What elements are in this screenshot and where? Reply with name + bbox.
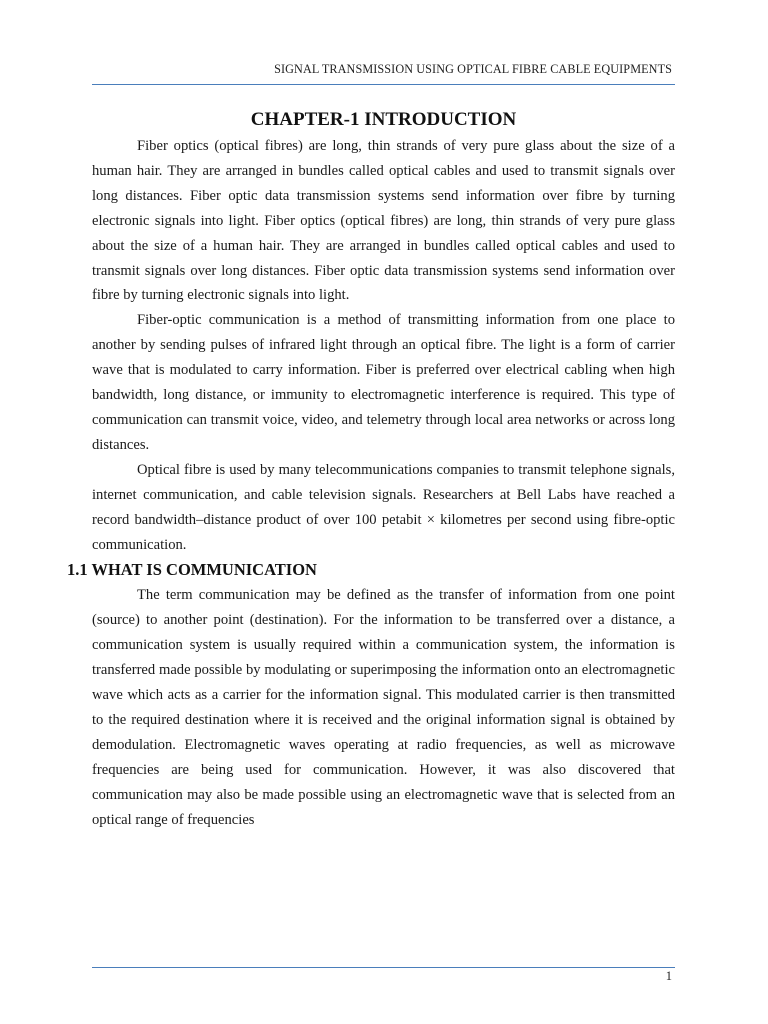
intro-paragraph-2: Fiber-optic communication is a method of transmitting information from one place to another by sending pulses of infrared light through an optical fibre. The light is a form of carrier wave that is modulated to carry information. Fiber is preferred over electrical cabling when high bandwidth, long distance, or immunity to electromagnetic interference is required. This type of communication can transmit voice, video, and telemetry through local area networks or across long distances. <box>92 312 675 453</box>
section-paragraph: The term communication may be defined as the transfer of information from one point (source) to another point (destination). For the information to be transferred over a distance, a communication system is usually required within a communication system, the information is transferred made possible by modulating or superimposing the information onto an electromagnetic wave which acts as a carrier for the information signal. This modulated carrier is then transmitted to the required destination where it is received and the original information signal is obtained by demodulation. Electromagnetic waves operating at radio frequencies, as well as microwave frequencies are being used for communication. However, it was also discovered that communication may also be made possible using an electromagnetic wave that is selected from an optical range of frequencies <box>92 587 675 828</box>
intro-paragraph-1: Fiber optics (optical fibres) are long, thin strands of very pure glass about the size of a human hair. They are arranged in bundles called optical cables and used to transmit signals over long distances. Fiber optic data transmission systems send information over fibre by turning electronic signals into light. Fiber optics (optical fibres) are long, thin strands of very pure glass about the size of a human hair. They are arranged in bundles called optical cables and used to transmit signals over long distances. Fiber optic data transmission systems send information over fibre by turning electronic signals into light. <box>92 138 675 304</box>
header-rule <box>92 84 675 85</box>
chapter-title: CHAPTER-1 INTRODUCTION <box>250 109 517 130</box>
page-content <box>67 106 675 832</box>
section-heading: 1.1 WHAT IS COMMUNICATION <box>67 560 317 580</box>
running-header: SIGNAL TRANSMISSION USING OPTICAL FIBRE CABLE EQUIPMENTS <box>274 62 672 76</box>
page-number: 1 <box>665 969 672 983</box>
footer-rule <box>92 967 675 968</box>
intro-paragraph-3: Optical fibre is used by many telecommunications companies to transmit telephone signals, internet communication, and cable television signals. Researchers at Bell Labs have reached a record bandwidth–distance product of over 100 petabit × kilometres per second using fibre-optic communication. <box>92 461 675 553</box>
